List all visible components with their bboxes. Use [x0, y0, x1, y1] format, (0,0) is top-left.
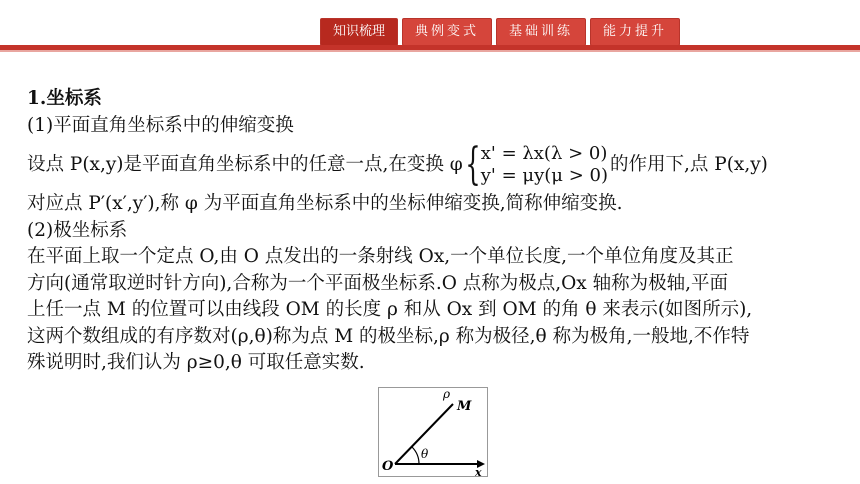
- equation-1: x' = λx(λ > 0): [480, 143, 608, 164]
- angle-arc: [412, 447, 419, 464]
- document-body: [27, 86, 842, 377]
- subsection-title-1: (1)平面直角坐标系中的伸缩变换: [27, 114, 294, 136]
- label-theta: θ: [421, 447, 429, 461]
- transform-pre-text: 设点 P(x,y)是平面直角坐标系中的任意一点,在变换 φ: [27, 153, 463, 175]
- label-axis-x: x: [475, 466, 482, 476]
- paragraph-line-4: 这两个数组成的有序数对(ρ,θ)称为点 M 的极坐标,ρ 称为极径,θ 称为极角,一般地,不作特: [27, 325, 750, 347]
- label-point-m: M: [457, 399, 472, 414]
- transform-post-text: 的作用下,点 P(x,y): [609, 153, 768, 175]
- definition-line: 对应点 P′(x′,y′),称 φ 为平面直角坐标系中的坐标伸缩变换,简称伸缩变换.: [27, 193, 623, 214]
- section-title: 1.坐标系: [27, 88, 102, 109]
- transform-line: [27, 139, 842, 191]
- polar-diagram: [379, 388, 487, 476]
- label-rho: ρ: [443, 388, 451, 401]
- paragraph-line-2: 方向(通常取逆时针方向),合称为一个平面极坐标系.O 点称为极点,Ox 轴称为极轴,平面: [27, 272, 728, 294]
- paragraph-line-5: 殊说明时,我们认为 ρ≥0,θ 可取任意实数.: [27, 352, 365, 373]
- subsection-title-2: (2)极坐标系: [27, 219, 128, 241]
- polar-coordinate-figure: [378, 387, 488, 477]
- paragraph-line-3: 上任一点 M 的位置可以由线段 OM 的长度 ρ 和从 Ox 到 OM 的角 θ 来表示(如图所示),: [27, 299, 753, 320]
- label-origin: O: [382, 459, 394, 474]
- paragraph-line-1: 在平面上取一个定点 O,由 O 点发出的一条射线 Ox,一个单位长度,一个单位角度及其正: [27, 246, 734, 267]
- tab-knowledge[interactable]: 知识梳理: [320, 18, 398, 46]
- top-bar: [0, 0, 860, 52]
- equation-2: y' = μy(μ > 0): [480, 165, 608, 186]
- tab-basic-training[interactable]: 基础训练: [496, 18, 586, 46]
- nav-tabs: [320, 18, 680, 46]
- tab-ability[interactable]: 能力提升: [590, 18, 680, 46]
- header-divider-light: [0, 50, 860, 52]
- brace-icon: {: [465, 139, 481, 190]
- tab-examples[interactable]: 典例变式: [402, 18, 492, 46]
- equation-system: [465, 139, 608, 190]
